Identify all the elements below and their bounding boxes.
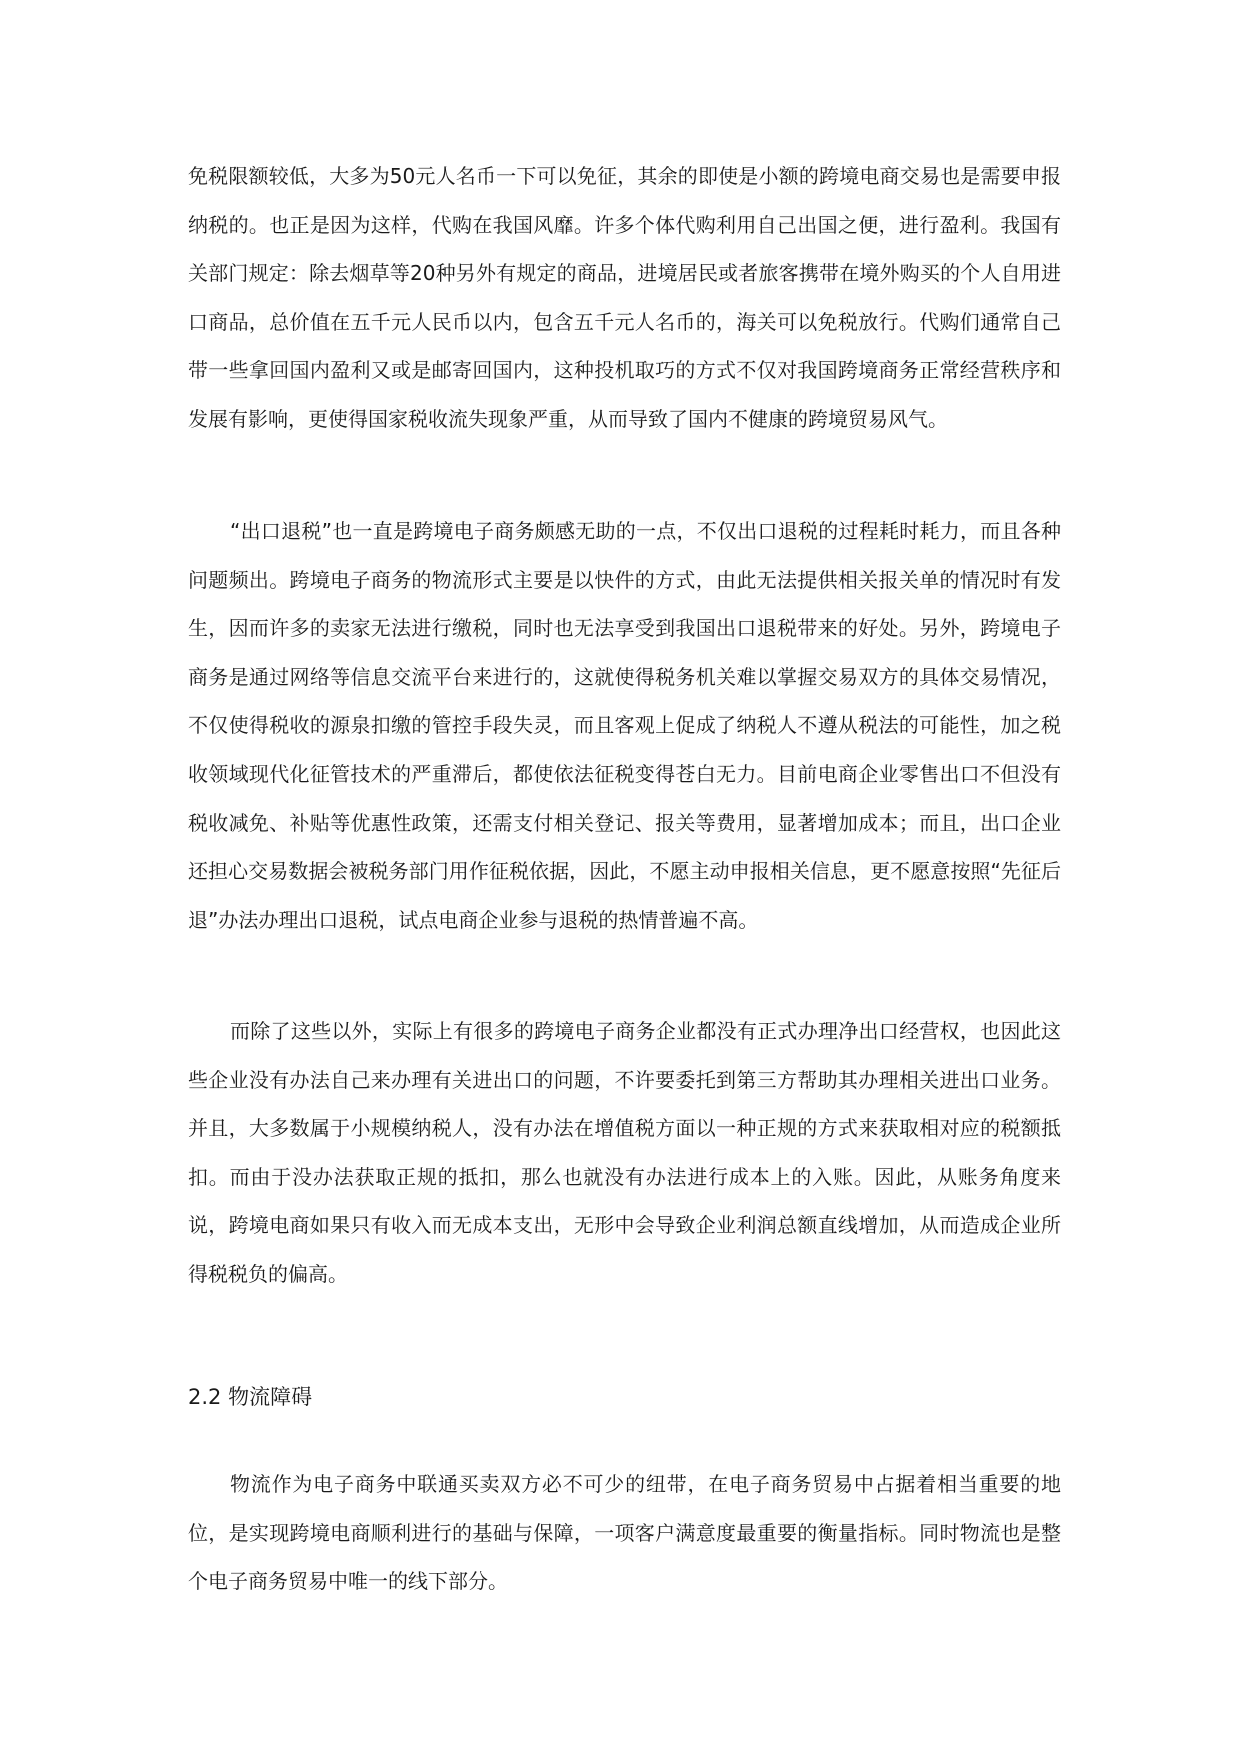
body-paragraph: 而除了这些以外，实际上有很多的跨境电子商务企业都没有正式办理净出口经营权，也因此这些企业没有办法自己来办理有关进出口的问题，不许要委托到第三方帮助其办理相关进出口业务。并且，大多数属于小规模纳税人，没有办法在增值税方面以一种正规的方式来获取相对应的税额抵扣。而由于没办法获取正规的抵扣，那么也就没有办法进行成本上的入账。因此，从账务角度来说，跨境电商如果只有收入而无成本支出，无形中会导致企业利润总额直线增加，从而造成企业所得税税负的偏高。 xyxy=(188,1019,1061,1286)
section-heading: 2.2 物流障碍 xyxy=(188,1385,313,1409)
body-paragraph: 物流作为电子商务中联通买卖双方必不可少的纽带，在电子商务贸易中占据着相当重要的地位，是实现跨境电商顺利进行的基础与保障，一项客户满意度最重要的衡量指标。同时物流也是整个电子商务贸易中唯一的线下部分。 xyxy=(188,1472,1061,1594)
body-paragraph: 免税限额较低，大多为50元人名币一下可以免征，其余的即使是小额的跨境电商交易也是需要申报纳税的。也正是因为这样，代购在我国风靡。许多个体代购利用自己出国之便，进行盈利。我国有关部门规定：除去烟草等20种另外有规定的商品，进境居民或者旅客携带在境外购买的个人自用进口商品，总价值在五千元人民币以内，包含五千元人名币的，海关可以免税放行。代购们通常自己带一些拿回国内盈利又或是邮寄回国内，这种投机取巧的方式不仅对我国跨境商务正常经营秩序和发展有影响，更使得国家税收流失现象严重，从而导致了国内不健康的跨境贸易风气。 xyxy=(188,164,1061,431)
body-paragraph: “出口退税”也一直是跨境电子商务颇感无助的一点，不仅出口退税的过程耗时耗力，而且各种问题频出。跨境电子商务的物流形式主要是以快件的方式，由此无法提供相关报关单的情况时有发生，因而许多的卖家无法进行缴税，同时也无法享受到我国出口退税带来的好处。另外，跨境电子商务是通过网络等信息交流平台来进行的，这就使得税务机关难以掌握交易双方的具体交易情况，不仅使得税收的源泉扣缴的管控手段失灵，而且客观上促成了纳税人不遵从税法的可能性，加之税收领域现代化征管技术的严重滞后，都使依法征税变得苍白无力。目前电商企业零售出口不但没有税收减免、补贴等优惠性政策，还需支付相关登记、报关等费用，显著增加成本；而且，出口企业还担心交易数据会被税务部门用作征税依据，因此，不愿主动申报相关信息，更不愿意按照“先征后退”办法办理出口退税，试点电商企业参与退税的热情普遍不高。 xyxy=(188,519,1061,932)
